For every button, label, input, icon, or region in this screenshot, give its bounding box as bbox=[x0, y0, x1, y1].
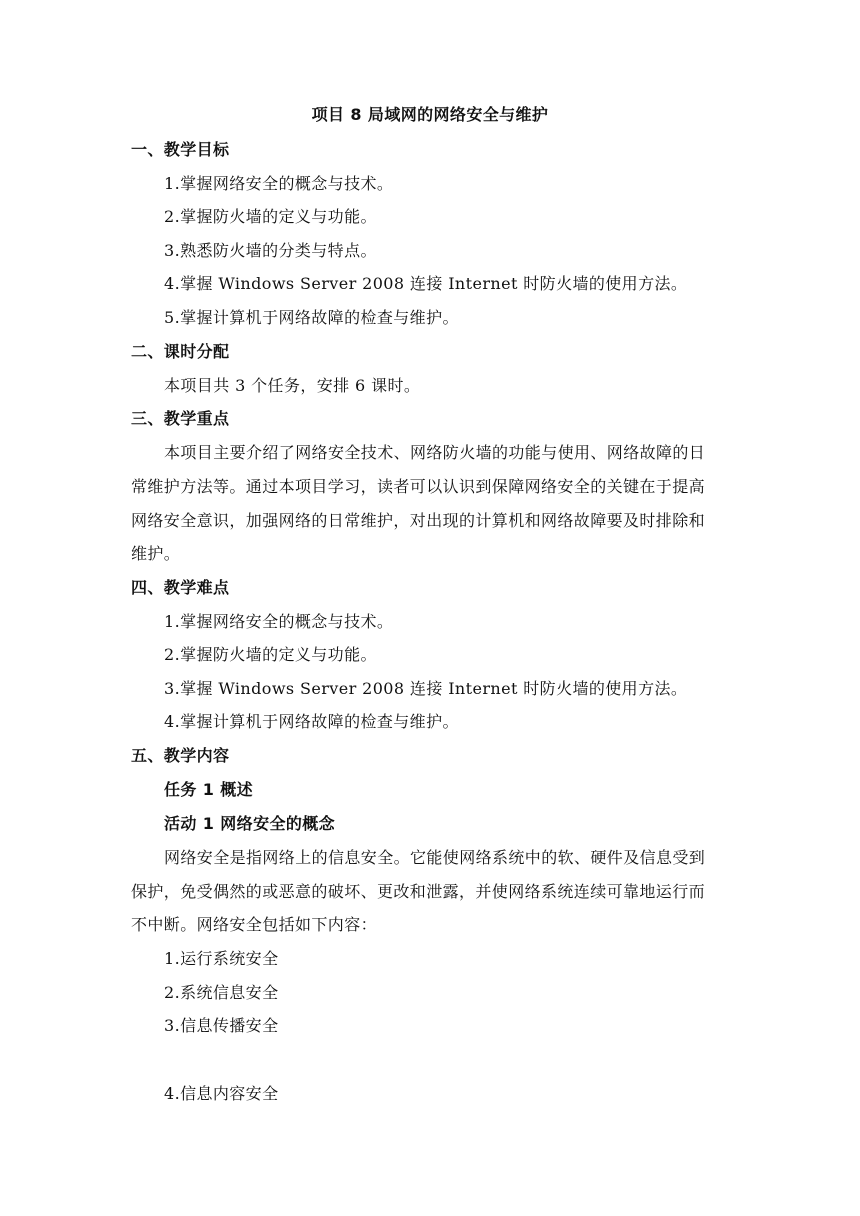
list-item: 1.掌握网络安全的概念与技术。 bbox=[164, 174, 394, 193]
section-heading: 四、教学难点 bbox=[131, 578, 230, 597]
list-item: 4.掌握计算机于网络故障的检查与维护。 bbox=[164, 712, 459, 731]
task-heading: 任务 1 概述 bbox=[164, 780, 254, 799]
activity-heading: 活动 1 网络安全的概念 bbox=[164, 814, 336, 833]
list-item: 1.掌握网络安全的概念与技术。 bbox=[164, 612, 394, 631]
section-heading: 二、课时分配 bbox=[131, 342, 230, 361]
paragraph-line: 本项目共 3 个任务，安排 6 课时。 bbox=[164, 376, 421, 395]
list-item: 3.掌握 Windows Server 2008 连接 Internet 时防火墙的使用方法。 bbox=[164, 679, 688, 698]
section-heading: 三、教学重点 bbox=[131, 409, 230, 428]
paragraph-line: 网络安全意识，加强网络的日常维护，对出现的计算机和网络故障要及时排除和 bbox=[131, 511, 706, 530]
paragraph-line: 保护，免受偶然的或恶意的破坏、更改和泄露，并使网络系统连续可靠地运行而 bbox=[131, 882, 706, 901]
paragraph-line: 本项目主要介绍了网络安全技术、网络防火墙的功能与使用、网络故障的日 bbox=[164, 443, 706, 462]
section-heading: 一、教学目标 bbox=[131, 140, 230, 159]
list-item: 3.熟悉防火墙的分类与特点。 bbox=[164, 241, 377, 260]
list-item: 2.掌握防火墙的定义与功能。 bbox=[164, 645, 377, 664]
list-item: 1.运行系统安全 bbox=[164, 949, 279, 968]
list-item: 4.掌握 Windows Server 2008 连接 Internet 时防火墙的使用方法。 bbox=[164, 274, 688, 293]
section-heading: 五、教学内容 bbox=[131, 746, 230, 765]
paragraph-line: 维护。 bbox=[131, 544, 181, 563]
list-item: 5.掌握计算机于网络故障的检查与维护。 bbox=[164, 308, 459, 327]
paragraph-line: 网络安全是指网络上的信息安全。它能使网络系统中的软、硬件及信息受到 bbox=[164, 848, 706, 867]
list-item: 3.信息传播安全 bbox=[164, 1016, 279, 1035]
document-title: 项目 8 局域网的网络安全与维护 bbox=[311, 105, 549, 124]
paragraph-line: 不中断。网络安全包括如下内容： bbox=[131, 915, 378, 934]
list-item: 2.掌握防火墙的定义与功能。 bbox=[164, 207, 377, 226]
list-item: 2.系统信息安全 bbox=[164, 983, 279, 1002]
list-item: 4.信息内容安全 bbox=[164, 1084, 279, 1103]
paragraph-line: 常维护方法等。通过本项目学习，读者可以认识到保障网络安全的关键在于提高 bbox=[131, 477, 706, 496]
